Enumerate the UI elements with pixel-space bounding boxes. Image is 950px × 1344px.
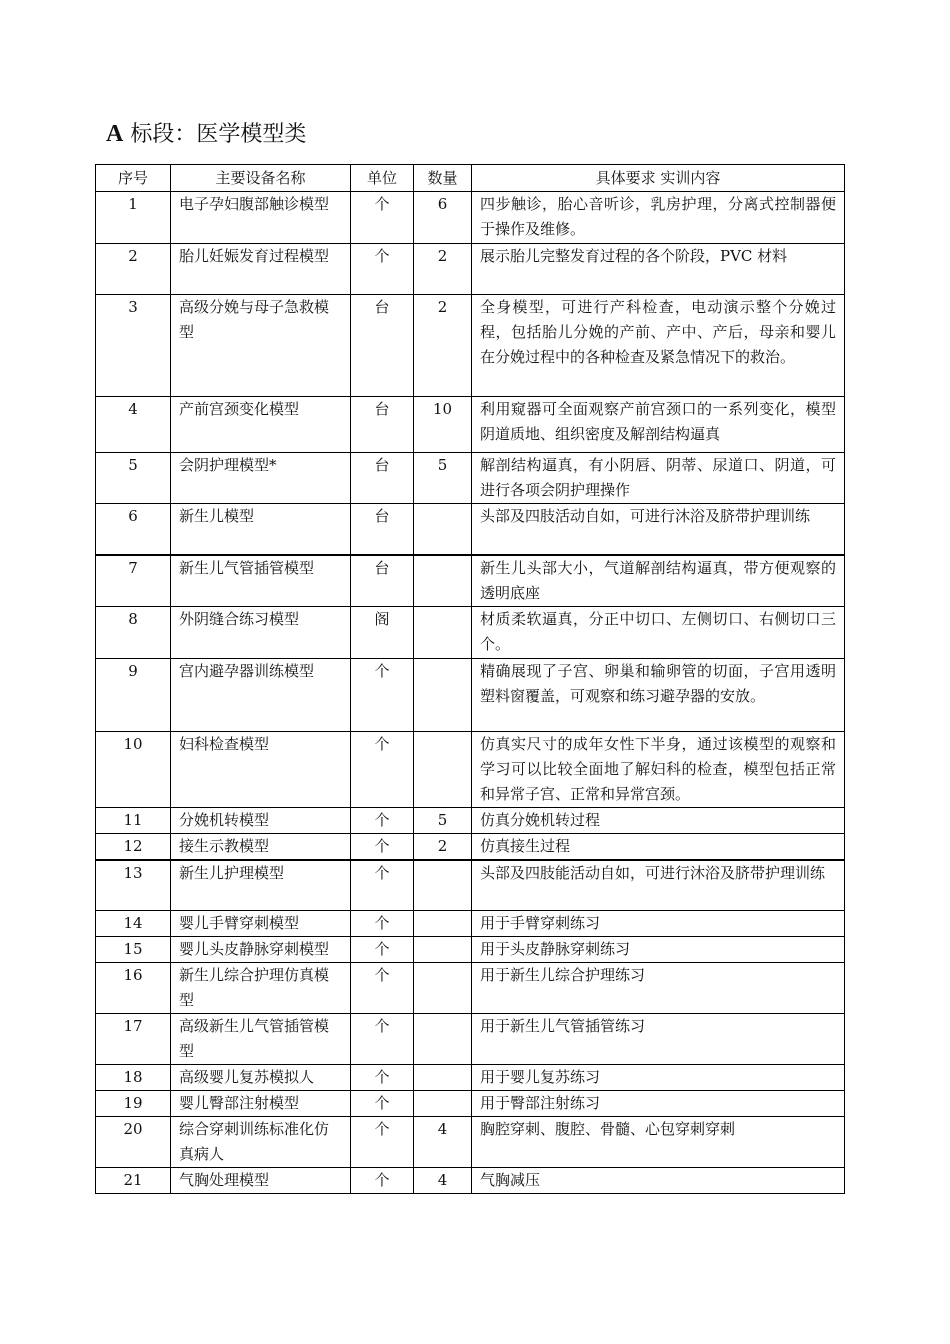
requirements-cell: 用于婴儿复苏练习 <box>472 1065 845 1091</box>
unit-cell: 台 <box>351 555 414 607</box>
requirements-cell: 展示胎儿完整发育过程的各个阶段，PVC 材料 <box>472 244 845 295</box>
quantity-cell <box>414 1014 472 1065</box>
table-row <box>96 963 845 1014</box>
row-number: 15 <box>96 937 171 963</box>
table-row <box>96 192 845 244</box>
row-number: 5 <box>96 453 171 504</box>
unit-cell: 个 <box>351 807 414 833</box>
equipment-table <box>95 164 845 1194</box>
quantity-cell <box>414 504 472 555</box>
equipment-name: 综合穿刺训练标准化仿真病人 <box>171 1117 351 1168</box>
section-title-text: 标段：医学模型类 <box>130 122 307 147</box>
equipment-name: 新生儿综合护理仿真模型 <box>171 963 351 1014</box>
equipment-name: 电子孕妇腹部触诊模型 <box>171 192 351 244</box>
equipment-name: 婴儿臀部注射模型 <box>171 1091 351 1117</box>
row-number: 9 <box>96 658 171 731</box>
header-qty: 数量 <box>414 165 472 192</box>
unit-cell: 个 <box>351 860 414 911</box>
unit-cell: 个 <box>351 911 414 937</box>
unit-cell: 台 <box>351 504 414 555</box>
equipment-name: 胎儿妊娠发育过程模型 <box>171 244 351 295</box>
equipment-name: 接生示教模型 <box>171 833 351 860</box>
requirements-cell: 用于手臂穿刺练习 <box>472 911 845 937</box>
quantity-cell: 5 <box>414 453 472 504</box>
equipment-name: 高级新生儿气管插管模型 <box>171 1014 351 1065</box>
quantity-cell: 4 <box>414 1168 472 1194</box>
equipment-name: 新生儿模型 <box>171 504 351 555</box>
table-row <box>96 1117 845 1168</box>
quantity-cell <box>414 658 472 731</box>
row-number: 17 <box>96 1014 171 1065</box>
unit-cell: 个 <box>351 833 414 860</box>
equipment-name: 气胸处理模型 <box>171 1168 351 1194</box>
table-header-row <box>96 165 845 192</box>
row-number: 11 <box>96 807 171 833</box>
section-title-prefix: A <box>106 121 124 147</box>
unit-cell: 个 <box>351 937 414 963</box>
equipment-name: 产前宫颈变化模型 <box>171 397 351 453</box>
requirements-cell: 用于臀部注射练习 <box>472 1091 845 1117</box>
table-row <box>96 244 845 295</box>
unit-cell: 台 <box>351 295 414 397</box>
row-number: 4 <box>96 397 171 453</box>
quantity-cell <box>414 1065 472 1091</box>
quantity-cell <box>414 731 472 807</box>
header-no: 序号 <box>96 165 171 192</box>
row-number: 13 <box>96 860 171 911</box>
equipment-name: 会阴护理模型* <box>171 453 351 504</box>
requirements-cell: 胸腔穿刺、腹腔、骨髓、心包穿刺穿刺 <box>472 1117 845 1168</box>
quantity-cell <box>414 937 472 963</box>
header-requirements: 具体要求 实训内容 <box>472 165 845 192</box>
header-name: 主要设备名称 <box>171 165 351 192</box>
quantity-cell: 6 <box>414 192 472 244</box>
requirements-cell: 四步触诊，胎心音听诊，乳房护理，分离式控制器便于操作及维修。 <box>472 192 845 244</box>
table-row <box>96 658 845 731</box>
requirements-cell: 材质柔软逼真，分正中切口、左侧切口、右侧切口三个。 <box>472 606 845 658</box>
quantity-cell <box>414 606 472 658</box>
table-row <box>96 295 845 397</box>
unit-cell: 个 <box>351 731 414 807</box>
row-number: 2 <box>96 244 171 295</box>
equipment-name: 高级分娩与母子急救模型 <box>171 295 351 397</box>
row-number: 3 <box>96 295 171 397</box>
requirements-cell: 头部及四肢活动自如，可进行沐浴及脐带护理训练 <box>472 504 845 555</box>
quantity-cell <box>414 555 472 607</box>
unit-cell: 台 <box>351 453 414 504</box>
requirements-cell: 仿真分娩机转过程 <box>472 807 845 833</box>
equipment-name: 婴儿手臂穿刺模型 <box>171 911 351 937</box>
requirements-cell: 用于新生儿综合护理练习 <box>472 963 845 1014</box>
unit-cell: 个 <box>351 1065 414 1091</box>
table-row <box>96 606 845 658</box>
row-number: 16 <box>96 963 171 1014</box>
table-row <box>96 731 845 807</box>
requirements-cell: 仿真实尺寸的成年女性下半身，通过该模型的观察和学习可以比较全面地了解妇科的检查，模型包括正常和异常子宫、正常和异常宫颈。 <box>472 731 845 807</box>
equipment-name: 高级婴儿复苏模拟人 <box>171 1065 351 1091</box>
quantity-cell: 2 <box>414 244 472 295</box>
table-row <box>96 1091 845 1117</box>
row-number: 6 <box>96 504 171 555</box>
equipment-name: 分娩机转模型 <box>171 807 351 833</box>
quantity-cell <box>414 860 472 911</box>
row-number: 8 <box>96 606 171 658</box>
unit-cell: 个 <box>351 1091 414 1117</box>
quantity-cell: 5 <box>414 807 472 833</box>
equipment-name: 外阴缝合练习模型 <box>171 606 351 658</box>
requirements-cell: 精确展现了子宫、卵巢和输卵管的切面，子宫用透明塑料窗覆盖，可观察和练习避孕器的安放。 <box>472 658 845 731</box>
row-number: 12 <box>96 833 171 860</box>
requirements-cell: 利用窥器可全面观察产前宫颈口的一系列变化，模型阴道质地、组织密度及解剖结构逼真 <box>472 397 845 453</box>
table-row <box>96 504 845 555</box>
table-row <box>96 1014 845 1065</box>
unit-cell: 台 <box>351 397 414 453</box>
table-row <box>96 860 845 911</box>
equipment-name: 新生儿气管插管模型 <box>171 555 351 607</box>
unit-cell: 个 <box>351 192 414 244</box>
requirements-cell: 头部及四肢能活动自如，可进行沐浴及脐带护理训练 <box>472 860 845 911</box>
row-number: 20 <box>96 1117 171 1168</box>
requirements-cell: 新生儿头部大小，气道解剖结构逼真，带方便观察的透明底座 <box>472 555 845 607</box>
section-title <box>106 118 306 151</box>
unit-cell: 个 <box>351 963 414 1014</box>
quantity-cell: 10 <box>414 397 472 453</box>
table-row <box>96 1168 845 1194</box>
equipment-name: 妇科检查模型 <box>171 731 351 807</box>
quantity-cell <box>414 911 472 937</box>
unit-cell: 个 <box>351 1117 414 1168</box>
unit-cell: 个 <box>351 1014 414 1065</box>
unit-cell: 个 <box>351 1168 414 1194</box>
quantity-cell: 2 <box>414 833 472 860</box>
row-number: 1 <box>96 192 171 244</box>
row-number: 10 <box>96 731 171 807</box>
row-number: 14 <box>96 911 171 937</box>
requirements-cell: 全身模型，可进行产科检查，电动演示整个分娩过程，包括胎儿分娩的产前、产中、产后，母亲和婴儿在分娩过程中的各种检查及紧急情况下的救治。 <box>472 295 845 397</box>
equipment-name: 婴儿头皮静脉穿刺模型 <box>171 937 351 963</box>
row-number: 19 <box>96 1091 171 1117</box>
unit-cell: 个 <box>351 658 414 731</box>
equipment-name: 宫内避孕器训练模型 <box>171 658 351 731</box>
unit-cell: 阁 <box>351 606 414 658</box>
header-unit: 单位 <box>351 165 414 192</box>
table-row <box>96 1065 845 1091</box>
unit-cell: 个 <box>351 244 414 295</box>
requirements-cell: 仿真接生过程 <box>472 833 845 860</box>
requirements-cell: 气胸减压 <box>472 1168 845 1194</box>
table-row <box>96 807 845 833</box>
row-number: 7 <box>96 555 171 607</box>
row-number: 18 <box>96 1065 171 1091</box>
table-row <box>96 555 845 607</box>
requirements-cell: 用于头皮静脉穿刺练习 <box>472 937 845 963</box>
quantity-cell <box>414 963 472 1014</box>
requirements-cell: 用于新生儿气管插管练习 <box>472 1014 845 1065</box>
quantity-cell <box>414 1091 472 1117</box>
table-row <box>96 833 845 860</box>
quantity-cell: 2 <box>414 295 472 397</box>
table-row <box>96 911 845 937</box>
table-row <box>96 937 845 963</box>
table-row <box>96 453 845 504</box>
table-row <box>96 397 845 453</box>
requirements-cell: 解剖结构逼真，有小阴唇、阴蒂、尿道口、阴道，可进行各项会阴护理操作 <box>472 453 845 504</box>
quantity-cell: 4 <box>414 1117 472 1168</box>
row-number: 21 <box>96 1168 171 1194</box>
equipment-name: 新生儿护理模型 <box>171 860 351 911</box>
